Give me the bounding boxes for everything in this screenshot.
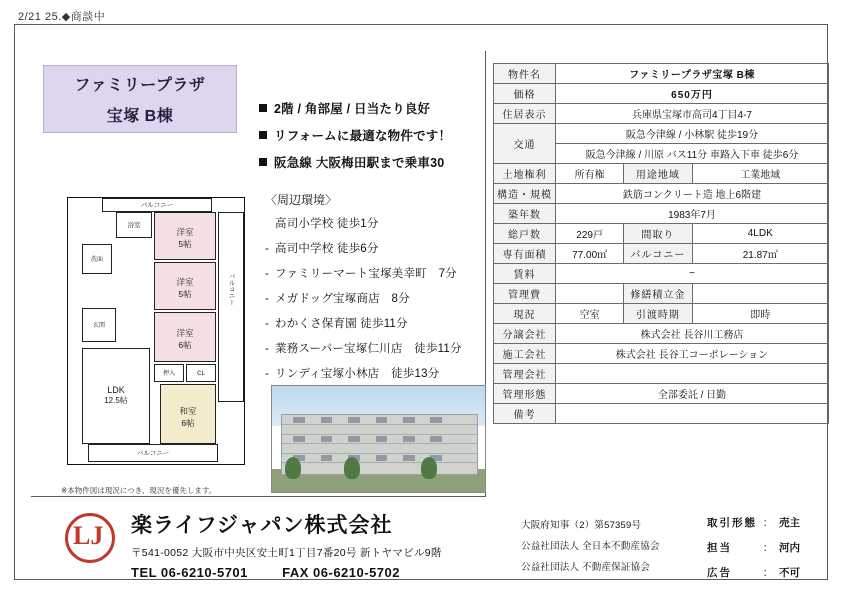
floor-plan xyxy=(61,191,251,481)
environment-item xyxy=(265,340,490,356)
spec-label: 価格 xyxy=(494,84,556,104)
deal-info-key: 取引形態 xyxy=(707,517,757,529)
environment-dash: - xyxy=(265,318,270,330)
deal-info-row xyxy=(707,540,842,555)
spec-label: 分譲会社 xyxy=(494,324,556,344)
deal-info-value: 売主 xyxy=(779,517,800,529)
spec-value: − xyxy=(556,264,829,284)
environment-dash: - xyxy=(265,368,270,380)
spec-label: 土地権利 xyxy=(494,164,556,184)
spec-label: 管理形態 xyxy=(494,384,556,404)
floor-plan-balcony-bottom: バルコニー xyxy=(88,444,218,462)
flyer-sheet xyxy=(14,24,828,580)
table-row xyxy=(494,104,829,124)
spec-label: バルコニー xyxy=(624,244,692,264)
floor-plan-outline xyxy=(67,197,245,465)
deal-info-key: 担当 xyxy=(707,542,732,554)
surrounding-environment xyxy=(265,191,490,390)
table-row xyxy=(494,204,829,224)
table-row xyxy=(494,264,829,284)
top-note: 2/21 25.◆商談中 xyxy=(18,11,106,23)
spec-value-property-name: ファミリープラザ宝塚 B棟 xyxy=(556,64,829,84)
table-row xyxy=(494,184,829,204)
feature-bullets xyxy=(259,99,489,180)
license-line: 公益社団法人 不動産保証協会 xyxy=(521,562,650,573)
deal-info-value: 不可 xyxy=(779,567,800,579)
feature-bullet-text: 阪急線 大阪梅田駅まで乗車30 xyxy=(274,156,445,170)
deal-info-colon: ： xyxy=(762,542,774,554)
spec-value xyxy=(556,284,624,304)
spec-label: 管理費 xyxy=(494,284,556,304)
table-row xyxy=(494,324,829,344)
spec-value: 鉄筋コンクリート造 地上6階建 xyxy=(556,184,829,204)
floor-plan-note: ※本物件図は現況につき、現況を優先します。 xyxy=(61,486,217,495)
table-row xyxy=(494,384,829,404)
table-row xyxy=(494,244,829,264)
deal-info-row xyxy=(707,565,842,580)
spec-label: 賃料 xyxy=(494,264,556,284)
environment-text: 業務スーパー宝塚仁川店 徒歩11分 xyxy=(275,343,462,355)
environment-heading: 〈周辺環境〉 xyxy=(265,193,338,207)
spec-label: 施工会社 xyxy=(494,344,556,364)
spec-value-price: 650万円 xyxy=(556,84,829,104)
license-line: 公益社団法人 全日本不動産協会 xyxy=(521,541,660,552)
environment-dash: - xyxy=(265,268,270,280)
floor-plan-balcony-right: バルコニー xyxy=(218,212,244,402)
spec-label: 築年数 xyxy=(494,204,556,224)
bullet-square-icon xyxy=(259,104,267,112)
table-row xyxy=(494,364,829,384)
environment-item xyxy=(265,290,490,306)
environment-dash: - xyxy=(265,293,270,305)
environment-dash: - xyxy=(265,343,270,355)
spec-label: 間取り xyxy=(624,224,692,244)
environment-text: 高司中学校 徒歩6分 xyxy=(275,243,379,255)
environment-text: メガドッグ宝塚商店 8分 xyxy=(275,293,410,305)
table-row xyxy=(494,284,829,304)
spec-label: 用途地域 xyxy=(624,164,692,184)
table-row xyxy=(494,224,829,244)
floor-plan-room-ldk: LDK 12.5帖 xyxy=(82,348,150,444)
feature-bullet xyxy=(259,153,489,171)
floor-plan-room-western-3: 洋室 6帖 xyxy=(154,312,216,362)
building-exterior-photo xyxy=(271,385,486,493)
spec-label: 修繕積立金 xyxy=(624,284,692,304)
spec-label-remarks: 備考 xyxy=(494,404,556,424)
deal-info-colon: ： xyxy=(762,517,774,529)
deal-info-key: 広告 xyxy=(707,567,732,579)
floor-plan-closet-oshiire: 押入 xyxy=(154,364,184,382)
company-contact xyxy=(131,565,442,580)
table-row xyxy=(494,124,829,144)
spec-value: 空室 xyxy=(556,304,624,324)
spec-table-wrap xyxy=(493,63,829,497)
table-row xyxy=(494,84,829,104)
environment-text: リンディ宝塚小林店 徒歩13分 xyxy=(275,368,440,380)
spec-value-remarks xyxy=(556,404,829,424)
table-row xyxy=(494,344,829,364)
feature-bullet-text: リフォームに最適な物件です！ xyxy=(274,129,452,143)
environment-text: 高司小学校 徒歩1分 xyxy=(275,218,379,230)
spec-value: 4LDK xyxy=(692,224,829,244)
company-logo xyxy=(65,513,117,563)
table-row xyxy=(494,64,829,84)
environment-item xyxy=(265,265,490,281)
property-title-box xyxy=(43,65,237,133)
spec-value: 21.87㎡ xyxy=(692,244,829,264)
property-title-line2: 宝塚 B棟 xyxy=(106,108,174,125)
left-panel xyxy=(31,51,486,497)
environment-dash: - xyxy=(265,243,270,255)
floor-plan-room-western-2: 洋室 5帖 xyxy=(154,262,216,310)
license-line: 大阪府知事（2）第57359号 xyxy=(521,520,642,531)
feature-bullet xyxy=(259,126,489,144)
deal-info-row xyxy=(707,515,842,530)
spec-table xyxy=(493,63,829,424)
floor-plan-entrance: 玄関 xyxy=(82,308,116,342)
spec-label: 現況 xyxy=(494,304,556,324)
spec-value: 株式会社 長谷川工務店 xyxy=(556,324,829,344)
photo-building xyxy=(281,414,479,475)
floor-plan-balcony-top: バルコニー xyxy=(102,198,212,212)
floor-plan-closet-cl: CL xyxy=(186,364,216,382)
spec-label: 専有面積 xyxy=(494,244,556,264)
spec-label: 総戸数 xyxy=(494,224,556,244)
spec-label: 管理会社 xyxy=(494,364,556,384)
spec-value xyxy=(556,364,829,384)
spec-value: 即時 xyxy=(692,304,829,324)
spec-value: 所有権 xyxy=(556,164,624,184)
company-tel: TEL 06-6210-5701 xyxy=(131,565,248,580)
property-title-line1: ファミリープラザ xyxy=(74,77,206,94)
environment-item xyxy=(265,215,490,231)
spec-label: 住居表示 xyxy=(494,104,556,124)
environment-text: ファミリーマート宝塚美幸町 7分 xyxy=(275,268,457,280)
environment-item xyxy=(265,365,490,381)
feature-bullet xyxy=(259,99,489,117)
spec-value: 77.00㎡ xyxy=(556,244,624,264)
spec-value: 株式会社 長谷工コーポレーション xyxy=(556,344,829,364)
spec-value: 工業地域 xyxy=(692,164,829,184)
bullet-square-icon xyxy=(259,158,267,166)
spec-value-address: 兵庫県宝塚市高司4丁目4-7 xyxy=(556,104,829,124)
floor-plan-room-japanese: 和室 6帖 xyxy=(160,384,216,444)
spec-value: 229戸 xyxy=(556,224,624,244)
spec-value xyxy=(692,284,829,304)
spec-label: 引渡時期 xyxy=(624,304,692,324)
spec-label: 物件名 xyxy=(494,64,556,84)
bullet-square-icon xyxy=(259,131,267,139)
license-block xyxy=(521,517,691,580)
spec-value-transport-1: 阪急今津線 / 小林駅 徒歩19分 xyxy=(556,124,829,144)
table-row xyxy=(494,164,829,184)
floor-plan-bath: 浴室 xyxy=(116,212,152,238)
environment-item xyxy=(265,315,490,331)
company-block xyxy=(131,509,442,580)
spec-label: 構造・規模 xyxy=(494,184,556,204)
company-name: 楽ライフジャパン株式会社 xyxy=(131,514,393,537)
floor-plan-washroom: 洗面 xyxy=(82,244,112,274)
table-row xyxy=(494,304,829,324)
spec-value-transport-2: 阪急今津線 / 川原 バス11分 車路入下車 徒歩6分 xyxy=(556,144,829,164)
logo-text: LJ xyxy=(73,521,104,550)
floor-plan-room-washitsu-1: 洋室 5帖 xyxy=(154,212,216,260)
deal-info-value: 河内 xyxy=(779,542,800,554)
spec-value: 全部委託 / 日勤 xyxy=(556,384,829,404)
deal-info-block xyxy=(707,515,842,590)
company-address: 〒541-0052 大阪市中央区安土町1丁目7番20号 新トヤマビル9階 xyxy=(131,547,442,559)
environment-item xyxy=(265,240,490,256)
company-fax: FAX 06-6210-5702 xyxy=(282,565,400,580)
feature-bullet-text: 2階 / 角部屋 / 日当たり良好 xyxy=(274,102,431,116)
environment-text: わかくさ保育園 徒歩11分 xyxy=(275,318,408,330)
table-row xyxy=(494,404,829,424)
deal-info-colon: ： xyxy=(762,567,774,579)
spec-label-transport: 交通 xyxy=(494,124,556,164)
footer xyxy=(31,497,827,579)
spec-value: 1983年7月 xyxy=(556,204,829,224)
